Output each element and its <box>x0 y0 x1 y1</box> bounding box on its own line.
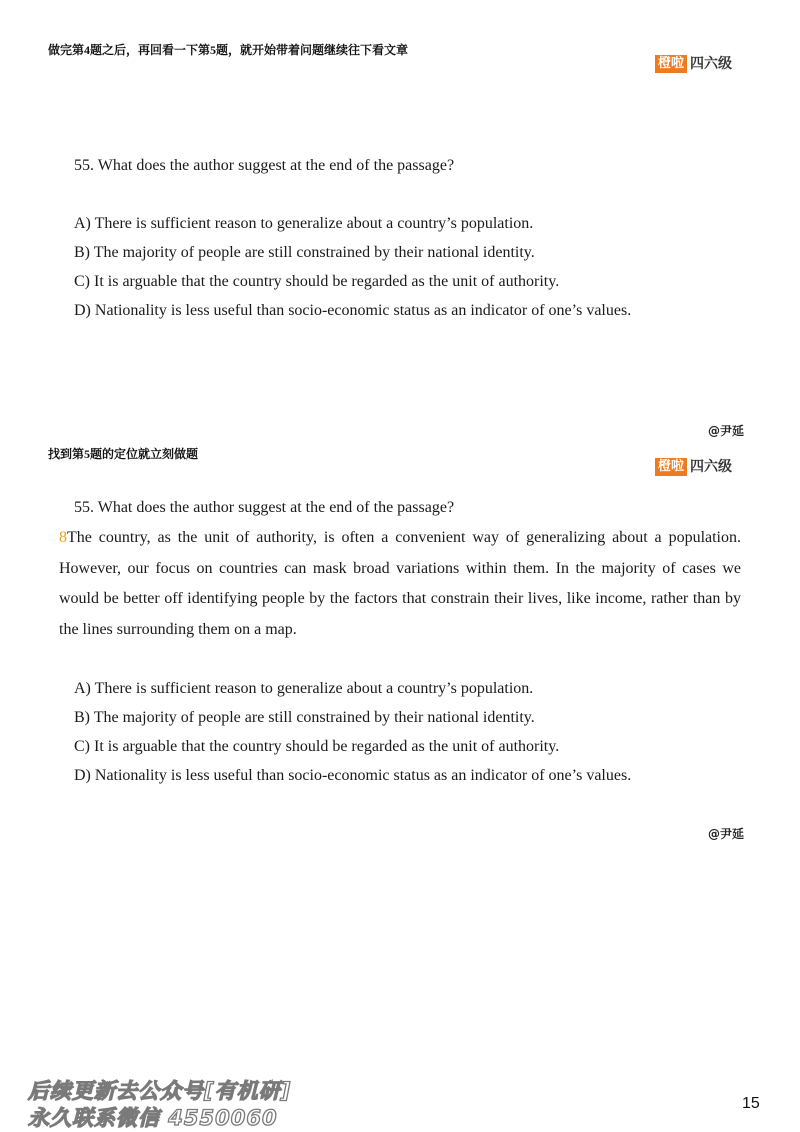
brand-text: 四六级 <box>690 459 733 475</box>
question-title: 55. What does the author suggest at the end of the passage? <box>74 499 455 516</box>
instruction-note: 做完第4题之后，再回看一下第5题，就开始带着问题继续往下看文章 <box>48 43 409 57</box>
option-d: D) Nationality is less useful than socio-economic status as an indicator of one’s values. <box>74 302 632 319</box>
brand-badge: 橙啦 <box>655 458 687 476</box>
instruction-note: 找到第5题的定位就立刻做题 <box>48 447 199 461</box>
option-d: D) Nationality is less useful than socio-economic status as an indicator of one’s values. <box>74 767 632 784</box>
question-title: 55. What does the author suggest at the end of the passage? <box>74 157 455 174</box>
option-a: A) There is sufficient reason to generalize about a country’s population. <box>74 680 534 697</box>
author-signature: @尹延 <box>708 424 745 438</box>
watermark-line-2: 永久联系微信 4550060 <box>28 1106 278 1130</box>
brand-text: 四六级 <box>690 56 733 72</box>
brand-logo <box>655 458 732 476</box>
option-b: B) The majority of people are still constrained by their national identity. <box>74 709 535 726</box>
brand-logo <box>655 55 732 73</box>
author-signature: @尹延 <box>708 827 745 841</box>
paragraph-text: The country, as the unit of authority, is often a convenient way of generalizing about a population. However, our focus on countries can mask broad variations within them. In the majority of cases we would be better off identifying people by the factors that constrain their lives, like income, rather than by the lines surrounding them on a map. <box>59 529 741 638</box>
option-c: C) It is arguable that the country should be regarded as the unit of authority. <box>74 738 560 755</box>
option-a: A) There is sufficient reason to generalize about a country’s population. <box>74 215 534 232</box>
brand-badge: 橙啦 <box>655 55 687 73</box>
option-b: B) The majority of people are still constrained by their national identity. <box>74 244 535 261</box>
passage-paragraph <box>59 523 741 645</box>
page-number: 15 <box>742 1095 760 1112</box>
watermark-line-1: 后续更新去公众号[有机研] <box>28 1079 292 1103</box>
paragraph-number: 8 <box>59 529 67 546</box>
option-c: C) It is arguable that the country should be regarded as the unit of authority. <box>74 273 560 290</box>
